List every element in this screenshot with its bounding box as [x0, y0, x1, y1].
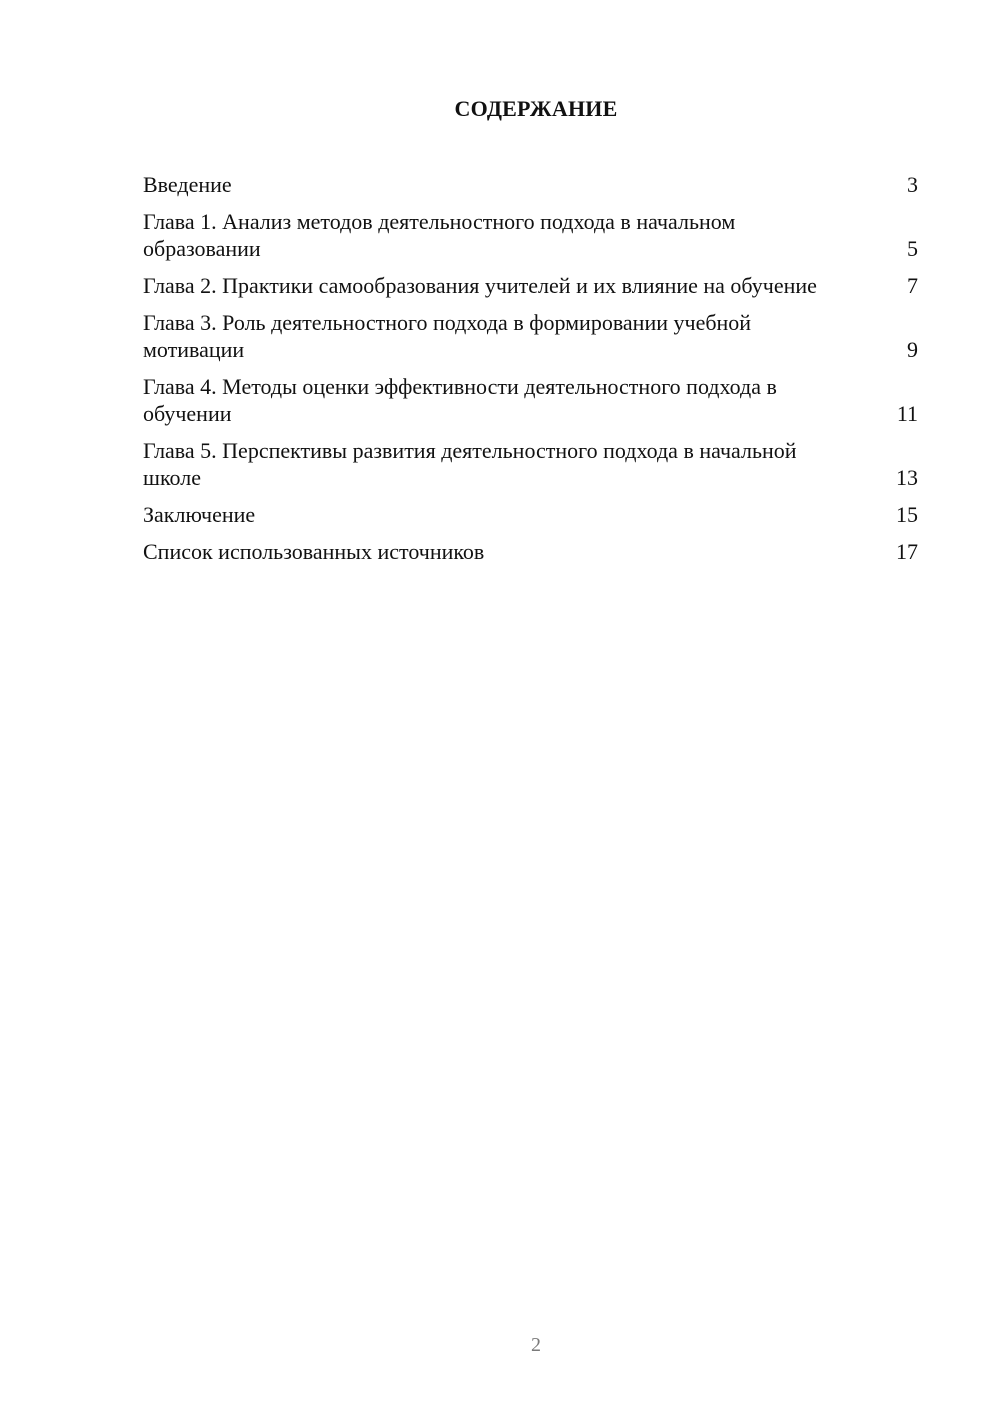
- toc-entry-page: 9: [907, 337, 918, 362]
- toc-entry-title: Глава 3. Роль деятельностного подхода в формировании учебной мотивации: [143, 310, 752, 362]
- toc-entry-chapter-3: [143, 309, 918, 363]
- toc-entry-chapter-2: [143, 272, 918, 299]
- toc-heading: СОДЕРЖАНИЕ: [454, 96, 618, 121]
- toc-entry-page: 5: [907, 236, 918, 261]
- table-of-contents: [143, 171, 918, 565]
- toc-entry-introduction: [143, 171, 918, 198]
- toc-entry-page: 7: [907, 273, 918, 298]
- toc-entry-title: Глава 5. Перспективы развития деятельностного подхода в начальной школе: [143, 438, 797, 490]
- toc-entry-page: 11: [896, 401, 918, 426]
- toc-entry-page: 3: [907, 172, 918, 197]
- toc-entry-page: 13: [896, 465, 918, 490]
- page-number: 2: [531, 1334, 541, 1356]
- toc-entry-chapter-1: [143, 208, 918, 262]
- toc-entry-title: Глава 1. Анализ методов деятельностного подхода в начальном образовании: [143, 209, 736, 261]
- toc-entry-title: Заключение: [143, 502, 256, 527]
- toc-entry-chapter-4: [143, 373, 918, 427]
- toc-entry-page: 17: [896, 539, 918, 564]
- toc-entry-page: 15: [896, 502, 918, 527]
- toc-entry-conclusion: [143, 501, 918, 528]
- toc-entry-chapter-5: [143, 437, 918, 491]
- toc-entry-title: Список использованных источников: [143, 539, 485, 564]
- toc-entry-title: Глава 4. Методы оценки эффективности деятельностного подхода в обучении: [143, 374, 777, 426]
- toc-entry-title: Введение: [143, 172, 232, 197]
- toc-entry-title: Глава 2. Практики самообразования учителей и их влияние на обучение: [143, 273, 817, 298]
- toc-entry-references: [143, 538, 918, 565]
